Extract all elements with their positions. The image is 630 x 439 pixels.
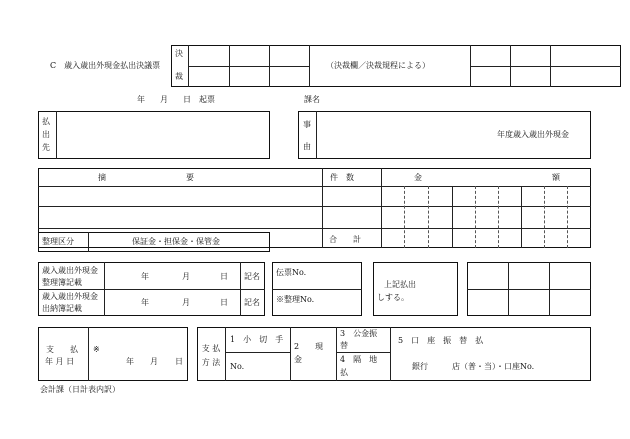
payment-method-label-1: 支 払	[201, 344, 221, 353]
matter-label-1: 事	[303, 120, 311, 129]
above-payout-box	[373, 262, 458, 316]
draft-month-label: 月	[160, 95, 168, 104]
classification-label: 整理区分	[42, 237, 74, 246]
classification-value: 保証金・担保金・保管金	[132, 237, 220, 246]
payee-input[interactable]	[57, 112, 268, 158]
ledger-year-1: 年	[141, 272, 149, 281]
ledger-day-2: 日	[220, 298, 228, 307]
check-no-label: No.	[230, 362, 245, 371]
table-row[interactable]	[39, 207, 321, 227]
payment-date-label-1: 支 払	[46, 345, 78, 354]
summary-header: 摘 要	[98, 173, 194, 182]
remote-payment-option-1[interactable]: 4 隔 地	[340, 355, 378, 364]
approval-stamp-cell[interactable]	[189, 46, 229, 66]
payment-year: 年	[126, 357, 134, 366]
payment-method-label-2: 方 法	[201, 358, 221, 367]
ledger-row2-line2: 出納簿記載	[42, 304, 82, 313]
form-title: C 歳入歳出外現金払出決議票	[50, 61, 161, 70]
payee-label-2: 出	[42, 130, 50, 139]
ledger-day-1: 日	[220, 272, 228, 281]
payee-label-3: 先	[42, 143, 50, 152]
ledger-row1-line2: 整理簿記載	[42, 278, 82, 287]
payment-day: 日	[175, 357, 183, 366]
above-payout-line2: しする。	[377, 293, 409, 302]
approval-label-2: 裁	[175, 72, 183, 81]
ledger-entry-label-2: 記名	[244, 298, 260, 307]
ref-no-label: ※整理No.	[276, 295, 315, 304]
gov-transfer-option-2: 替	[340, 341, 348, 350]
approval-note: （決裁欄／決裁規程による）	[326, 61, 430, 70]
draft-day-label: 日	[183, 95, 191, 104]
total-label: 合 計	[329, 235, 361, 244]
ledger-row2-line1: 歳入歳出外現金	[42, 292, 98, 301]
above-payout-line1: 上記払出	[384, 280, 416, 289]
draft-suffix: 起票	[199, 95, 215, 104]
ledger-row1-line1: 歳入歳出外現金	[42, 266, 98, 275]
bank-line: 銀行 店（普・当）・口座No.	[412, 362, 535, 371]
ledger-year-2: 年	[141, 298, 149, 307]
check-option[interactable]: 1 小 切 手	[230, 335, 284, 344]
cash-option-1[interactable]: 2 現	[294, 342, 324, 351]
cash-option-2: 金	[294, 355, 302, 364]
payment-date-box	[38, 327, 188, 381]
voucher-no-label: 伝票No.	[276, 268, 307, 277]
section-name-label: 課名	[304, 95, 320, 104]
payee-label-1: 払	[42, 117, 50, 126]
amount-header-1: 金	[414, 173, 422, 182]
remote-payment-option-2: 払	[340, 368, 348, 377]
payment-date-mark: ※	[93, 345, 100, 354]
draft-year-label: 年	[137, 95, 145, 104]
gov-transfer-option-1[interactable]: 3 公金振	[340, 329, 378, 338]
account-transfer-option[interactable]: 5 口 座 振 替 払	[398, 336, 484, 345]
ledger-month-1: 月	[182, 272, 190, 281]
ledger-month-2: 月	[182, 298, 190, 307]
footer-note: 会計課（日計表内訳）	[40, 385, 120, 394]
count-header: 件 数	[330, 173, 354, 182]
payment-date-label-2: 年 月 日	[45, 357, 75, 366]
payment-month: 月	[150, 357, 158, 366]
amount-header-2: 額	[552, 173, 560, 182]
approval-label-1: 決	[175, 49, 183, 58]
matter-text: 年度歳入歳出外現金	[497, 130, 569, 139]
table-row[interactable]	[39, 187, 321, 205]
matter-label-2: 由	[303, 142, 311, 151]
ledger-entry-label-1: 記名	[244, 272, 260, 281]
